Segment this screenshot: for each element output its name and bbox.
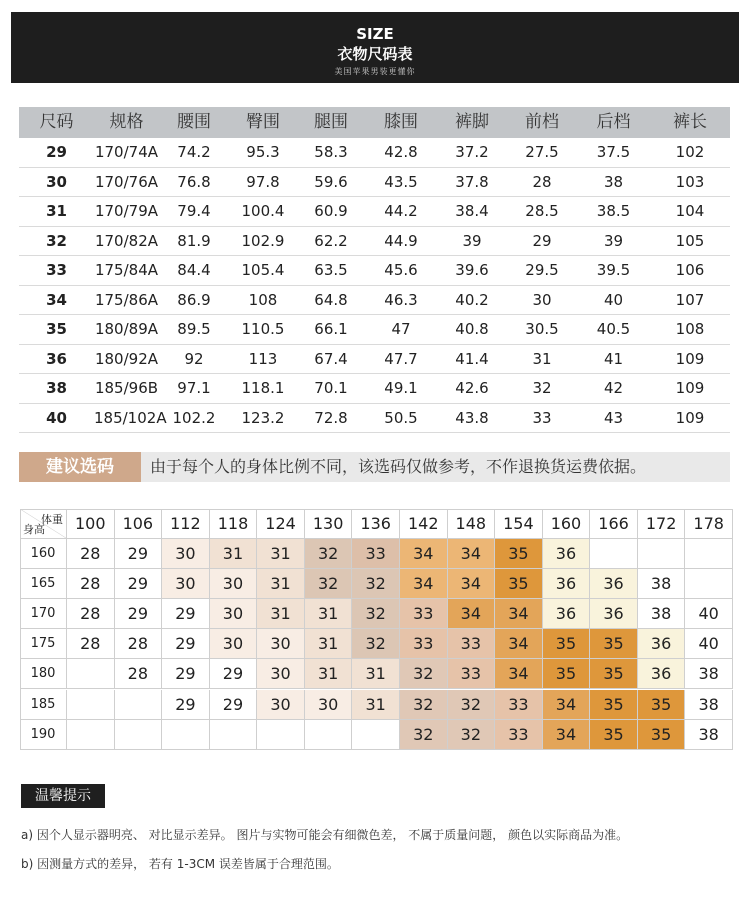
size-table-cell: 28.5 xyxy=(525,202,559,220)
recommend-cell: 40 xyxy=(685,629,733,659)
recommend-cell: 35 xyxy=(495,569,543,599)
recommend-cell: 29 xyxy=(162,659,210,689)
weight-header-cell: 118 xyxy=(210,509,258,539)
size-table-cell: 108 xyxy=(675,320,705,338)
size-table-cell: 31 xyxy=(46,202,67,220)
size-table-header-cell: 膝围 xyxy=(384,112,418,132)
recommend-cell: 36 xyxy=(543,539,591,569)
size-table-cell: 180/92A xyxy=(94,349,159,368)
recommend-cell: 28 xyxy=(115,659,163,689)
size-table-cell: 49.1 xyxy=(384,379,418,397)
recommend-cell: 36 xyxy=(543,569,591,599)
height-header-cell: 190 xyxy=(20,720,67,750)
size-table-cell: 50.5 xyxy=(384,408,418,427)
size-table-cell: 44.2 xyxy=(384,202,418,220)
recommend-cell: 30 xyxy=(210,599,258,629)
size-table-row xyxy=(19,286,730,316)
recommend-cell: 34 xyxy=(400,569,448,599)
advice-tag: 建议选码 xyxy=(19,452,141,482)
size-table-cell: 43.5 xyxy=(384,172,418,191)
size-table-row xyxy=(19,315,730,345)
size-table-cell: 64.8 xyxy=(314,290,348,309)
size-table-cell: 84.4 xyxy=(177,261,211,279)
size-table-cell: 102.9 xyxy=(241,231,285,250)
size-table-cell: 37.8 xyxy=(455,172,489,191)
size-table-cell: 40.5 xyxy=(596,320,631,338)
size-table-cell: 97.8 xyxy=(246,172,280,191)
size-table-row xyxy=(19,345,730,375)
recommend-cell: 31 xyxy=(210,539,258,569)
size-table-cell: 28 xyxy=(532,172,552,191)
recommend-cell xyxy=(162,720,210,750)
recommend-cell: 31 xyxy=(305,659,353,689)
size-table-cell: 97.1 xyxy=(177,379,211,397)
weight-header-cell: 154 xyxy=(495,509,543,539)
size-table-cell: 102 xyxy=(675,143,705,161)
recommend-cell xyxy=(685,539,733,569)
weight-header-cell: 178 xyxy=(685,509,733,539)
recommend-cell xyxy=(115,690,163,720)
size-table-cell: 106 xyxy=(675,261,705,279)
size-table-cell: 105 xyxy=(675,231,705,250)
recommend-cell: 33 xyxy=(448,659,496,689)
recommend-cell xyxy=(67,720,115,750)
size-table-cell: 170/79A xyxy=(94,202,159,220)
recommend-cell: 32 xyxy=(352,569,400,599)
recommend-cell: 32 xyxy=(400,690,448,720)
size-table-cell: 62.2 xyxy=(314,231,348,250)
weight-header-cell: 172 xyxy=(638,509,686,539)
recommend-cell: 35 xyxy=(590,690,638,720)
size-table-row xyxy=(19,168,730,198)
size-table-cell: 30 xyxy=(46,172,67,191)
recommend-cell xyxy=(67,690,115,720)
height-header-cell: 165 xyxy=(20,569,67,599)
recommend-cell: 32 xyxy=(352,629,400,659)
size-table-cell: 185/96B xyxy=(94,379,159,397)
recommend-cell: 31 xyxy=(352,659,400,689)
size-table-cell: 41 xyxy=(603,349,624,368)
recommend-cell: 32 xyxy=(400,720,448,750)
recommend-cell: 30 xyxy=(210,629,258,659)
weight-label: 体重 xyxy=(41,513,63,526)
size-table-cell: 29 xyxy=(532,231,552,250)
size-table-cell: 109 xyxy=(675,408,705,427)
recommend-cell: 31 xyxy=(305,599,353,629)
size-table-cell: 110.5 xyxy=(241,320,285,338)
size-table-header xyxy=(19,107,730,138)
size-table-cell: 39.6 xyxy=(455,261,489,279)
recommend-cell: 35 xyxy=(590,629,638,659)
size-table-cell: 42.6 xyxy=(455,379,489,397)
recommend-cell: 30 xyxy=(210,569,258,599)
weight-header-cell: 136 xyxy=(352,509,400,539)
size-table-cell: 60.9 xyxy=(314,202,348,220)
size-table-cell: 109 xyxy=(675,349,705,368)
size-table-cell: 108 xyxy=(248,290,278,309)
size-table-row xyxy=(19,227,730,257)
recommend-cell: 29 xyxy=(162,629,210,659)
size-table-header-cell: 裤脚 xyxy=(455,112,489,132)
size-table-cell: 32 xyxy=(532,379,552,397)
recommend-cell xyxy=(590,539,638,569)
size-table-cell: 170/76A xyxy=(94,172,159,191)
size-table-cell: 104 xyxy=(675,202,705,220)
size-table-cell: 38 xyxy=(603,172,624,191)
recommend-cell: 29 xyxy=(210,659,258,689)
size-table-cell: 42 xyxy=(603,379,624,397)
recommend-cell: 30 xyxy=(257,629,305,659)
size-table-cell: 72.8 xyxy=(314,408,348,427)
recommend-cell xyxy=(257,720,305,750)
size-table-cell: 170/82A xyxy=(94,231,159,250)
size-table-header-cell: 尺码 xyxy=(39,112,74,132)
size-table-cell: 35 xyxy=(46,320,67,338)
recommend-cell: 38 xyxy=(638,569,686,599)
size-table-header-cell: 腰围 xyxy=(177,112,211,132)
size-table-cell: 86.9 xyxy=(177,290,211,309)
size-table-cell: 43 xyxy=(603,408,624,427)
size-table-cell: 92 xyxy=(184,349,204,368)
recommend-cell: 32 xyxy=(305,539,353,569)
advice-text: 由于每个人的身体比例不同，该选码仅做参考，不作退换货运费依据。 xyxy=(150,457,647,476)
recommend-cell: 35 xyxy=(590,659,638,689)
weight-header-cell: 130 xyxy=(305,509,353,539)
recommend-cell: 35 xyxy=(543,629,591,659)
size-table-cell: 185/102A xyxy=(94,408,167,427)
header-subtitle: 美国苹果男装更懂你 xyxy=(334,67,416,76)
size-table-cell: 100.4 xyxy=(241,202,285,220)
weight-header-cell: 142 xyxy=(400,509,448,539)
recommend-cell: 31 xyxy=(352,690,400,720)
size-table-cell: 59.6 xyxy=(314,172,348,191)
recommend-cell: 32 xyxy=(352,599,400,629)
size-table-cell: 31 xyxy=(532,349,552,368)
recommend-cell: 30 xyxy=(305,690,353,720)
size-table-cell: 32 xyxy=(46,231,67,250)
recommend-cell: 36 xyxy=(638,659,686,689)
recommend-cell: 35 xyxy=(590,720,638,750)
weight-header-cell: 160 xyxy=(543,509,591,539)
size-table-cell: 29.5 xyxy=(525,261,559,279)
recommend-cell: 33 xyxy=(495,720,543,750)
height-header-cell: 170 xyxy=(20,599,67,629)
recommend-cell: 36 xyxy=(638,629,686,659)
size-table-cell: 38 xyxy=(46,379,67,397)
header-banner xyxy=(11,12,739,83)
size-table-cell: 180/89A xyxy=(94,320,159,338)
size-table-cell: 46.3 xyxy=(384,290,418,309)
recommend-cell: 29 xyxy=(115,539,163,569)
recommend-cell: 32 xyxy=(448,690,496,720)
recommend-cell: 35 xyxy=(638,690,686,720)
size-table-cell: 107 xyxy=(675,290,705,309)
size-table-cell: 70.1 xyxy=(314,379,348,397)
recommend-cell: 32 xyxy=(400,659,448,689)
tips-tag: 温馨提示 xyxy=(21,784,105,808)
recommend-cell: 35 xyxy=(543,659,591,689)
size-table-header-cell: 规格 xyxy=(109,112,144,132)
size-table-cell: 39.5 xyxy=(596,261,631,279)
recommend-cell xyxy=(638,539,686,569)
recommend-cell: 32 xyxy=(305,569,353,599)
size-table-cell: 103 xyxy=(675,172,705,191)
size-table-cell: 105.4 xyxy=(241,261,285,279)
height-header-cell: 160 xyxy=(20,539,67,569)
size-table-cell: 41.4 xyxy=(455,349,489,368)
size-table-cell: 67.4 xyxy=(314,349,348,368)
size-table xyxy=(19,107,730,433)
recommend-cell: 30 xyxy=(257,659,305,689)
size-table-cell: 36 xyxy=(46,349,67,368)
size-table-cell: 29 xyxy=(46,143,67,161)
recommend-cell: 31 xyxy=(257,569,305,599)
recommend-cell: 36 xyxy=(590,569,638,599)
size-table-cell: 175/86A xyxy=(94,290,159,309)
recommend-cell: 38 xyxy=(685,690,733,720)
recommend-cell: 28 xyxy=(67,569,115,599)
recommend-cell: 38 xyxy=(685,659,733,689)
size-table-row xyxy=(19,404,730,434)
weight-header-cell: 124 xyxy=(257,509,305,539)
size-table-cell: 66.1 xyxy=(314,320,348,338)
size-table-row xyxy=(19,197,730,227)
size-table-cell: 81.9 xyxy=(177,231,211,250)
recommend-cell: 33 xyxy=(448,629,496,659)
size-table-header-cell: 后档 xyxy=(596,112,631,132)
size-table-cell: 38.5 xyxy=(596,202,631,220)
recommend-cell: 32 xyxy=(448,720,496,750)
recommend-cell: 34 xyxy=(543,720,591,750)
size-table-cell: 30.5 xyxy=(525,320,559,338)
recommend-cell: 34 xyxy=(448,569,496,599)
size-table-cell: 40 xyxy=(46,408,67,427)
size-table-header-cell: 臀围 xyxy=(246,112,280,132)
weight-header-cell: 112 xyxy=(162,509,210,539)
recommend-cell: 28 xyxy=(67,629,115,659)
recommend-cell: 30 xyxy=(162,569,210,599)
weight-header-cell: 166 xyxy=(590,509,638,539)
weight-header-cell: 106 xyxy=(115,509,163,539)
size-table-cell: 38.4 xyxy=(455,202,489,220)
size-table-cell: 76.8 xyxy=(177,172,211,191)
size-table-cell: 58.3 xyxy=(314,143,348,161)
size-table-cell: 43.8 xyxy=(455,408,489,427)
size-table-cell: 33 xyxy=(46,261,67,279)
recommend-cell xyxy=(305,720,353,750)
size-table-cell: 123.2 xyxy=(241,408,285,427)
recommend-cell: 34 xyxy=(400,539,448,569)
recommend-cell: 36 xyxy=(543,599,591,629)
recommend-cell: 34 xyxy=(495,599,543,629)
size-table-cell: 102.2 xyxy=(172,408,216,427)
recommend-cell: 38 xyxy=(638,599,686,629)
size-table-row xyxy=(19,374,730,404)
header-title-cn: 衣物尺码表 xyxy=(337,45,413,63)
recommend-cell: 36 xyxy=(590,599,638,629)
size-table-cell: 47.7 xyxy=(384,349,418,368)
weight-header-cell: 100 xyxy=(67,509,115,539)
tip-line-a: a) 因个人显示器明亮、 对比显示差异。 图片与实物可能会有细微色差， 不属于质量问题， 颜色以实际商品为准。 xyxy=(21,828,629,842)
recommend-cell xyxy=(67,659,115,689)
recommend-cell xyxy=(115,720,163,750)
recommend-cell: 33 xyxy=(400,599,448,629)
height-header-cell: 185 xyxy=(20,690,67,720)
tip-line-b: b) 因测量方式的差异， 若有 1-3CM 误差皆属于合理范围。 xyxy=(21,857,339,871)
recommend-cell: 35 xyxy=(495,539,543,569)
size-table-cell: 47 xyxy=(391,320,411,338)
recommend-cell: 29 xyxy=(115,599,163,629)
size-table-header-cell: 腿围 xyxy=(314,112,348,132)
recommend-cell: 34 xyxy=(495,629,543,659)
recommend-cell: 30 xyxy=(162,539,210,569)
recommend-cell: 33 xyxy=(400,629,448,659)
size-table-cell: 74.2 xyxy=(177,143,211,161)
recommend-cell: 31 xyxy=(257,539,305,569)
size-table-row xyxy=(19,256,730,286)
size-table-cell: 39 xyxy=(462,231,482,250)
size-table-cell: 95.3 xyxy=(246,143,280,161)
recommend-cell: 30 xyxy=(257,690,305,720)
size-table-cell: 44.9 xyxy=(384,231,418,250)
recommend-cell: 31 xyxy=(257,599,305,629)
height-label: 身高 xyxy=(23,523,45,536)
recommend-cell: 29 xyxy=(162,599,210,629)
recommend-cell: 28 xyxy=(67,539,115,569)
size-table-header-cell: 裤长 xyxy=(673,112,707,132)
size-table-cell: 39 xyxy=(603,231,624,250)
size-table-cell: 27.5 xyxy=(525,143,559,161)
recommend-cell: 29 xyxy=(210,690,258,720)
recommend-cell: 38 xyxy=(685,720,733,750)
recommend-cell: 29 xyxy=(115,569,163,599)
recommend-cell: 34 xyxy=(543,690,591,720)
header-title-en: SIZE xyxy=(356,25,394,43)
recommend-cell: 34 xyxy=(448,599,496,629)
size-table-cell: 118.1 xyxy=(241,379,285,397)
size-table-cell: 40.2 xyxy=(455,290,489,309)
size-table-row xyxy=(19,138,730,168)
size-table-cell: 89.5 xyxy=(177,320,211,338)
recommend-cell xyxy=(685,569,733,599)
weight-header-cell: 148 xyxy=(448,509,496,539)
recommend-cell: 28 xyxy=(67,599,115,629)
recommend-cell xyxy=(352,720,400,750)
size-table-cell: 175/84A xyxy=(94,261,159,279)
recommend-cell: 34 xyxy=(495,659,543,689)
size-table-cell: 63.5 xyxy=(314,261,348,279)
recommend-cell: 34 xyxy=(448,539,496,569)
size-table-cell: 79.4 xyxy=(177,202,211,220)
size-table-header-cell: 前档 xyxy=(525,112,559,132)
size-table-cell: 37.5 xyxy=(596,143,631,161)
recommend-cell: 33 xyxy=(495,690,543,720)
size-table-cell: 34 xyxy=(46,290,67,309)
size-table-cell: 33 xyxy=(532,408,552,427)
size-table-cell: 45.6 xyxy=(384,261,418,279)
recommend-cell: 31 xyxy=(305,629,353,659)
recommend-cell: 29 xyxy=(162,690,210,720)
size-table-cell: 170/74A xyxy=(94,143,159,161)
recommend-cell: 28 xyxy=(115,629,163,659)
size-table-cell: 113 xyxy=(248,349,278,368)
advice-bar xyxy=(19,452,730,482)
size-table-cell: 40 xyxy=(603,290,624,309)
height-header-cell: 180 xyxy=(20,659,67,689)
grid-corner xyxy=(20,509,67,539)
size-table-cell: 42.8 xyxy=(384,143,418,161)
size-table-cell: 109 xyxy=(675,379,705,397)
size-table-cell: 30 xyxy=(532,290,552,309)
size-table-cell: 40.8 xyxy=(455,320,489,338)
height-header-cell: 175 xyxy=(20,629,67,659)
recommend-cell xyxy=(210,720,258,750)
recommend-cell: 35 xyxy=(638,720,686,750)
recommend-cell: 40 xyxy=(685,599,733,629)
recommend-cell: 33 xyxy=(352,539,400,569)
size-table-cell: 37.2 xyxy=(455,143,489,161)
